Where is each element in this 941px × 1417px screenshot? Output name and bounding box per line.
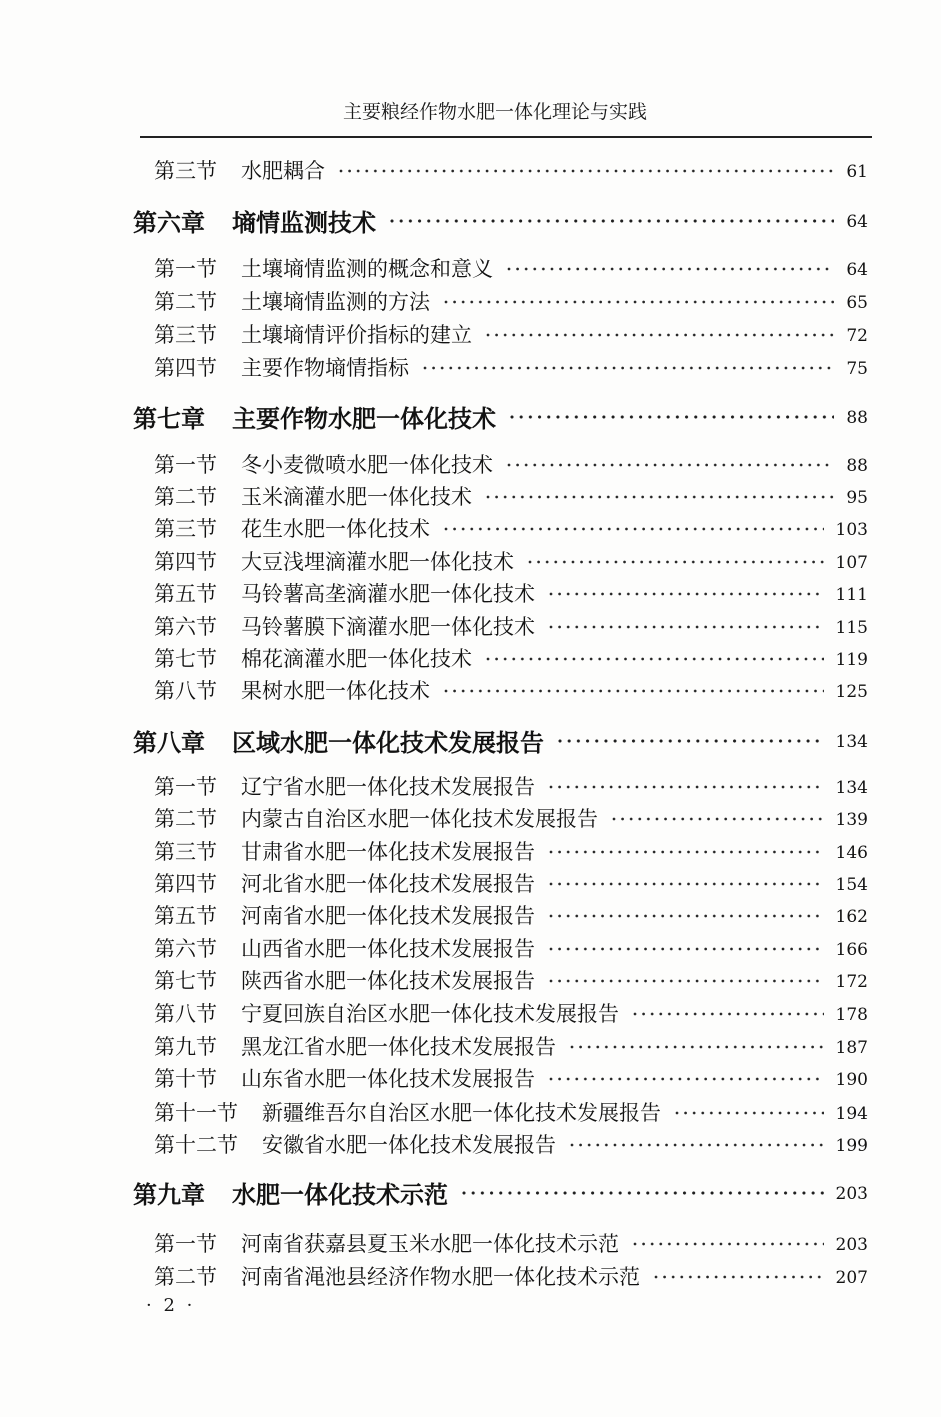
dot-leader — [570, 1143, 824, 1147]
running-head-title: 主要粮经作物水肥一体化理论与实践 — [343, 101, 648, 123]
toc-chapter-entry — [133, 400, 868, 432]
chapter-title: 水肥一体化技术示范 — [232, 1180, 448, 1209]
page-number: 64 — [846, 211, 868, 232]
section-title: 棉花滴灌水肥一体化技术 — [241, 647, 472, 671]
page-number: 207 — [835, 1267, 868, 1288]
dot-leader — [549, 850, 824, 854]
folio-page-number: · 2 · — [146, 1295, 196, 1316]
page-number: 107 — [835, 552, 868, 573]
section-label: 第四节 — [154, 356, 217, 380]
section-label: 第五节 — [154, 582, 217, 606]
section-label: 第三节 — [154, 517, 217, 541]
section-title: 河南省水肥一体化技术发展报告 — [241, 904, 535, 928]
section-label: 第八节 — [154, 1002, 217, 1026]
toc-section-entry — [154, 318, 868, 350]
page-number: 103 — [835, 519, 868, 540]
dot-leader — [633, 1012, 824, 1016]
toc-chapter-entry — [133, 204, 868, 236]
dot-leader — [486, 657, 824, 661]
chapter-title: 墒情监测技术 — [232, 208, 376, 237]
section-label: 第四节 — [154, 550, 217, 574]
dot-leader — [633, 1242, 824, 1246]
toc-section-entry — [154, 1096, 868, 1128]
section-title: 玉米滴灌水肥一体化技术 — [241, 485, 472, 509]
dot-leader — [444, 300, 834, 304]
page-number: 187 — [835, 1037, 868, 1058]
toc-section-entry — [154, 674, 868, 706]
dot-leader — [549, 592, 824, 596]
section-title: 主要作物墒情指标 — [241, 356, 409, 380]
section-label: 第一节 — [154, 453, 217, 477]
section-title: 安徽省水肥一体化技术发展报告 — [262, 1133, 556, 1157]
section-label: 第七节 — [154, 969, 217, 993]
section-label: 第八节 — [154, 679, 217, 703]
section-label: 第二节 — [154, 1265, 217, 1289]
toc-section-entry — [154, 610, 868, 642]
chapter-title: 主要作物水肥一体化技术 — [232, 404, 496, 433]
page-number: 61 — [846, 161, 868, 182]
toc-section-entry — [154, 1260, 868, 1292]
section-title: 河南省获嘉县夏玉米水肥一体化技术示范 — [241, 1232, 619, 1256]
toc-section-entry — [154, 285, 868, 317]
toc-section-entry — [154, 1062, 868, 1094]
page-number: 65 — [846, 292, 868, 313]
toc-chapter-entry — [133, 1176, 868, 1208]
page-number: 154 — [835, 874, 868, 895]
section-title: 马铃薯高垄滴灌水肥一体化技术 — [241, 582, 535, 606]
dot-leader — [390, 219, 834, 223]
dot-leader — [507, 463, 834, 467]
section-label: 第一节 — [154, 775, 217, 799]
section-label: 第四节 — [154, 872, 217, 896]
section-title: 宁夏回族自治区水肥一体化技术发展报告 — [241, 1002, 619, 1026]
section-title: 河北省水肥一体化技术发展报告 — [241, 872, 535, 896]
toc-section-entry — [154, 480, 868, 512]
dot-leader — [423, 366, 834, 370]
dot-leader — [339, 169, 834, 173]
chapter-label: 第六章 — [133, 208, 205, 237]
dot-leader — [654, 1275, 824, 1279]
section-title: 甘肃省水肥一体化技术发展报告 — [241, 840, 535, 864]
section-label: 第一节 — [154, 257, 217, 281]
section-label: 第十一节 — [154, 1101, 238, 1125]
page-number: 111 — [835, 584, 868, 605]
toc-section-entry — [154, 642, 868, 674]
section-label: 第一节 — [154, 1232, 217, 1256]
page-number: 178 — [835, 1004, 868, 1025]
dot-leader — [528, 560, 824, 564]
page-number: 166 — [835, 939, 868, 960]
page-number: 115 — [835, 617, 868, 638]
section-title: 陕西省水肥一体化技术发展报告 — [241, 969, 535, 993]
section-label: 第六节 — [154, 615, 217, 639]
page-number: 134 — [835, 777, 868, 798]
dot-leader — [549, 1077, 824, 1081]
dot-leader — [675, 1111, 824, 1115]
toc-section-entry — [154, 545, 868, 577]
section-title: 水肥耦合 — [241, 159, 325, 183]
toc-section-entry — [154, 802, 868, 834]
dot-leader — [549, 785, 824, 789]
page-number: 172 — [835, 971, 868, 992]
dot-leader — [462, 1191, 824, 1195]
section-label: 第三节 — [154, 323, 217, 347]
page-number: 64 — [846, 259, 868, 280]
toc-section-entry — [154, 899, 868, 931]
section-title: 花生水肥一体化技术 — [241, 517, 430, 541]
page-number: 88 — [846, 455, 868, 476]
toc-section-entry — [154, 252, 868, 284]
toc-section-entry — [154, 867, 868, 899]
dot-leader — [570, 1045, 824, 1049]
section-title: 新疆维吾尔自治区水肥一体化技术发展报告 — [262, 1101, 661, 1125]
dot-leader — [486, 495, 834, 499]
section-label: 第三节 — [154, 159, 217, 183]
dot-leader — [507, 267, 834, 271]
page-number: 199 — [835, 1135, 868, 1156]
dot-leader — [612, 817, 824, 821]
section-title: 土壤墒情评价指标的建立 — [241, 323, 472, 347]
page-number: 146 — [835, 842, 868, 863]
section-label: 第二节 — [154, 485, 217, 509]
toc-section-entry — [154, 835, 868, 867]
section-title: 大豆浅埋滴灌水肥一体化技术 — [241, 550, 514, 574]
dot-leader — [549, 882, 824, 886]
section-title: 山东省水肥一体化技术发展报告 — [241, 1067, 535, 1091]
section-title: 辽宁省水肥一体化技术发展报告 — [241, 775, 535, 799]
dot-leader — [510, 415, 834, 419]
section-title: 果树水肥一体化技术 — [241, 679, 430, 703]
section-title: 土壤墒情监测的方法 — [241, 290, 430, 314]
toc-section-entry — [154, 1030, 868, 1062]
page-number: 139 — [835, 809, 868, 830]
chapter-label: 第七章 — [133, 404, 205, 433]
page-number: 194 — [835, 1103, 868, 1124]
section-label: 第十节 — [154, 1067, 217, 1091]
section-title: 山西省水肥一体化技术发展报告 — [241, 937, 535, 961]
dot-leader — [549, 914, 824, 918]
toc-section-entry — [154, 154, 868, 186]
page-number: 125 — [835, 681, 868, 702]
page-number: 95 — [846, 487, 868, 508]
toc-section-entry — [154, 1227, 868, 1259]
toc-section-entry — [154, 964, 868, 996]
section-label: 第二节 — [154, 807, 217, 831]
toc-section-entry — [154, 577, 868, 609]
toc-section-entry — [154, 448, 868, 480]
section-title: 土壤墒情监测的概念和意义 — [241, 257, 493, 281]
section-title: 内蒙古自治区水肥一体化技术发展报告 — [241, 807, 598, 831]
toc-section-entry — [154, 1128, 868, 1160]
dot-leader — [486, 333, 834, 337]
section-label: 第二节 — [154, 290, 217, 314]
toc-section-entry — [154, 997, 868, 1029]
section-title: 黑龙江省水肥一体化技术发展报告 — [241, 1035, 556, 1059]
dot-leader — [558, 739, 824, 743]
dot-leader — [549, 947, 824, 951]
section-title: 马铃薯膜下滴灌水肥一体化技术 — [241, 615, 535, 639]
page-number: 72 — [846, 325, 868, 346]
toc-section-entry — [154, 351, 868, 383]
page-number: 134 — [835, 731, 868, 752]
dot-leader — [549, 979, 824, 983]
section-label: 第三节 — [154, 840, 217, 864]
header-rule — [140, 136, 872, 138]
section-label: 第十二节 — [154, 1133, 238, 1157]
section-label: 第九节 — [154, 1035, 217, 1059]
toc-chapter-entry — [133, 724, 868, 756]
chapter-title: 区域水肥一体化技术发展报告 — [232, 728, 544, 757]
dot-leader — [549, 625, 824, 629]
page-number: 75 — [846, 358, 868, 379]
dot-leader — [444, 689, 824, 693]
toc-section-entry — [154, 770, 868, 802]
dot-leader — [444, 527, 824, 531]
chapter-label: 第八章 — [133, 728, 205, 757]
page-number: 203 — [835, 1183, 868, 1204]
section-label: 第七节 — [154, 647, 217, 671]
section-title: 冬小麦微喷水肥一体化技术 — [241, 453, 493, 477]
toc-section-entry — [154, 512, 868, 544]
page-number: 162 — [835, 906, 868, 927]
page-number: 88 — [846, 407, 868, 428]
section-label: 第五节 — [154, 904, 217, 928]
page-number: 203 — [835, 1234, 868, 1255]
chapter-label: 第九章 — [133, 1180, 205, 1209]
page-number: 190 — [835, 1069, 868, 1090]
page-number: 119 — [835, 649, 868, 670]
toc-section-entry — [154, 932, 868, 964]
section-label: 第六节 — [154, 937, 217, 961]
section-title: 河南省渑池县经济作物水肥一体化技术示范 — [241, 1265, 640, 1289]
